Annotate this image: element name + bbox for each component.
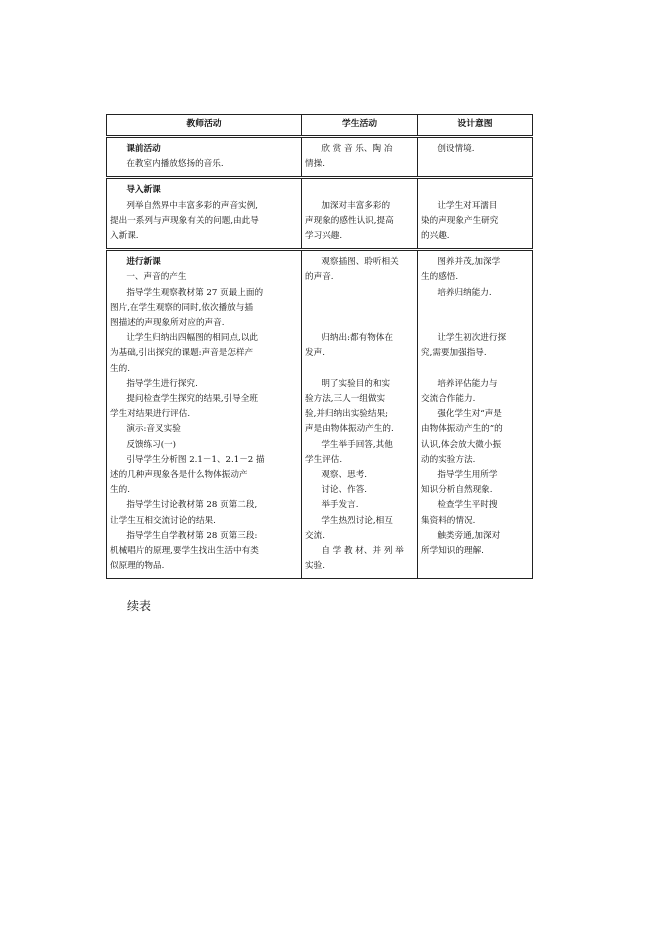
- text-line: 加深对丰富多彩的: [321, 200, 391, 211]
- text-line: 图养并茂,加深学: [437, 257, 501, 268]
- text-line: 学习兴趣.: [305, 231, 343, 242]
- text-line: 学生热烈讨论,相互: [321, 515, 393, 526]
- text-line: 由物体振动产生的”的: [421, 424, 503, 435]
- text-line: 学生评估.: [305, 454, 343, 465]
- text-line: [421, 183, 530, 198]
- text-line: 指导学生用所学: [437, 470, 498, 481]
- text-line: 认识,体会放大微小振: [421, 439, 502, 450]
- text-line: 触类旁通,加深对: [437, 530, 501, 541]
- text-line: 为基础,引出探究的课题:声音是怎样产: [110, 348, 254, 359]
- text-line: 机械唱片的原理,要学生找出生活中有类: [110, 546, 259, 557]
- text-line: [421, 316, 530, 331]
- text-line: 知识分析自然现象.: [421, 485, 493, 496]
- table-row: [107, 178, 533, 250]
- text-line: 指导学生讨论教材第 28 页第二段,: [126, 500, 258, 511]
- text-line: 演示:音叉实验: [126, 424, 181, 435]
- text-line: 讨论、作答.: [321, 485, 368, 496]
- text-line: 欣 赏 音 乐、陶 冶: [321, 144, 393, 154]
- student-activity-cell: [302, 250, 418, 579]
- text-line: 提问检查学生探究的结果,引导全班: [126, 394, 258, 405]
- text-line: 交流合作能力.: [421, 394, 476, 405]
- text-line: 生的.: [110, 485, 130, 496]
- text-line: 强化学生对“声是: [437, 409, 502, 420]
- text-line: [305, 362, 415, 377]
- text-line: 生的感悟.: [421, 272, 459, 283]
- text-line: 反馈练习(一): [126, 439, 177, 450]
- text-line: 声现象的感性认识,提高: [305, 215, 394, 226]
- text-line: 实验.: [305, 561, 325, 572]
- design-intent-cell: [418, 250, 533, 579]
- text-line: 归纳出:都有物体在: [321, 333, 393, 344]
- table-header-row: [107, 115, 533, 137]
- text-line: 集资料的情况.: [421, 515, 476, 526]
- section-heading: 课前活动: [126, 144, 161, 154]
- text-line: 染的声现象产生研究: [421, 215, 499, 226]
- text-line: 的声音.: [305, 272, 334, 283]
- text-line: 入新课.: [110, 231, 139, 242]
- text-line: 情操.: [305, 159, 325, 170]
- text-line: 指导学生自学教材第 28 页第三段:: [126, 530, 258, 541]
- text-line: 明了实验目的和实: [321, 378, 391, 389]
- student-activity-cell: [302, 137, 418, 178]
- design-intent-cell: [418, 137, 533, 178]
- text-line: 让学生初次进行探: [437, 333, 507, 344]
- text-line: 图描述的声现象所对应的声音.: [110, 318, 225, 329]
- text-line: 验,并归纳出实验结果;: [305, 409, 388, 420]
- section-heading: 进行新课: [126, 257, 161, 268]
- text-line: 观察插图、聆听相关: [321, 257, 399, 268]
- text-line: 一、声音的产生: [126, 272, 187, 283]
- text-line: 学生举手回答,其他: [321, 439, 393, 450]
- teacher-activity-cell: [107, 178, 302, 250]
- text-line: 究,需要加强指导.: [421, 348, 487, 359]
- text-line: 引导学生分析图 2.1－1、2.1－2 描: [126, 454, 265, 465]
- text-line: 交流.: [305, 530, 325, 541]
- text-line: 验方法,三人一组做实: [305, 394, 386, 405]
- text-line: 举手发言.: [321, 500, 359, 511]
- text-line: 让学生对耳濡目: [437, 200, 498, 211]
- text-line: 让学生归纳出四幅图的相同点,以此: [126, 333, 258, 344]
- student-activity-cell: [302, 178, 418, 250]
- table-row: [107, 250, 533, 579]
- header-design-intent: 设计意图: [418, 115, 533, 137]
- header-student-activity: 学生活动: [302, 115, 418, 137]
- text-line: [305, 316, 415, 331]
- text-line: 所学知识的理解.: [421, 546, 484, 557]
- text-line: 让学生互相交流讨论的结果.: [110, 515, 216, 526]
- text-line: 观察、思考.: [321, 470, 368, 481]
- text-line: 在教室内播放悠扬的音乐.: [126, 159, 224, 170]
- text-line: 培养评估能力与: [437, 378, 498, 389]
- teacher-activity-cell: [107, 137, 302, 178]
- text-line: [305, 301, 415, 316]
- text-line: [421, 362, 530, 377]
- design-intent-cell: [418, 178, 533, 250]
- text-line: 似原理的物品.: [110, 561, 165, 572]
- text-line: 列举自然界中丰富多彩的声音实例,: [126, 200, 258, 211]
- section-heading: 导入新课: [126, 185, 161, 196]
- text-line: 学生对结果进行评估.: [110, 409, 191, 420]
- text-line: 自 学 教 材、并 列 举: [321, 546, 404, 557]
- text-line: [305, 183, 415, 198]
- text-line: 述的几种声现象各是什么物体振动产: [110, 470, 248, 481]
- text-line: [305, 286, 415, 301]
- text-line: 提出一系列与声现象有关的问题,由此导: [110, 215, 259, 226]
- text-line: 指导学生观察教材第 27 页最上面的: [126, 287, 264, 298]
- text-line: 声是由物体振动产生的.: [305, 424, 394, 435]
- text-line: 发声.: [305, 348, 325, 359]
- text-line: 图片,在学生观察的同时,依次播放与插: [110, 302, 253, 313]
- header-teacher-activity: 教师活动: [107, 115, 302, 137]
- text-line: 检查学生平时搜: [437, 500, 498, 511]
- text-line: 创设情境.: [437, 144, 475, 154]
- text-line: 培养归纳能力.: [437, 287, 492, 298]
- continued-table-label: 续表: [127, 599, 152, 613]
- text-line: [421, 301, 530, 316]
- text-line: 动的实验方法.: [421, 454, 476, 465]
- text-line: 的兴趣.: [421, 231, 450, 242]
- lesson-plan-table: [106, 114, 533, 579]
- table-row: [107, 137, 533, 178]
- teacher-activity-cell: [107, 250, 302, 579]
- text-line: 生的.: [110, 363, 130, 374]
- text-line: 指导学生进行探究.: [126, 378, 198, 389]
